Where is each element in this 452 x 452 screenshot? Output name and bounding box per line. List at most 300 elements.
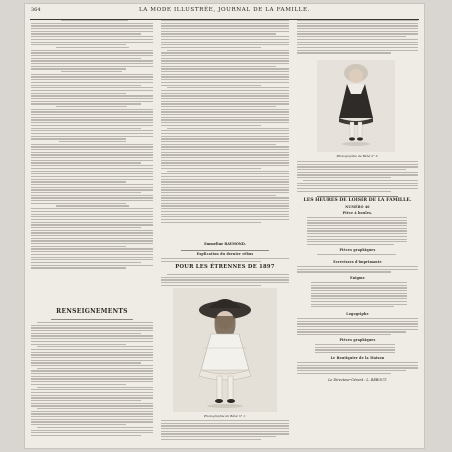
photo-1-caption: Photographie de Bébé n° 1.	[204, 414, 246, 418]
page-header	[25, 7, 424, 18]
text-line	[31, 109, 153, 110]
text-line	[307, 225, 407, 226]
col3-text-top	[297, 20, 418, 55]
text-line	[297, 33, 418, 34]
text-line	[31, 254, 153, 255]
text-line	[31, 392, 153, 393]
text-line	[297, 331, 406, 332]
text-line	[167, 274, 289, 275]
text-line	[297, 191, 391, 192]
text-line	[31, 413, 153, 414]
text-line	[161, 36, 289, 37]
text-line	[161, 277, 289, 278]
text-line	[31, 68, 126, 69]
text-line	[31, 432, 153, 433]
text-line	[161, 82, 289, 83]
text-line	[315, 347, 395, 348]
text-line	[161, 66, 276, 67]
text-line	[161, 33, 276, 34]
text-line	[161, 162, 289, 163]
text-line	[161, 85, 261, 86]
text-line	[31, 162, 141, 163]
text-line	[31, 149, 153, 150]
text-line	[31, 28, 153, 29]
text-line	[297, 166, 418, 167]
text-line	[161, 146, 289, 147]
text-line	[37, 408, 153, 409]
text-line	[31, 179, 153, 180]
text-line	[161, 111, 289, 112]
text-line	[31, 403, 153, 404]
text-line	[31, 395, 153, 396]
text-line	[297, 185, 418, 186]
text-line	[31, 184, 153, 185]
text-line	[161, 117, 289, 118]
text-line	[31, 58, 141, 59]
subhead-3: Enigme	[350, 276, 365, 280]
text-line	[161, 101, 289, 102]
subhead-6: Le Boutiquier de la Maison	[330, 356, 385, 360]
section-renseignements: RENSEIGNEMENTS	[56, 308, 128, 315]
text-line	[31, 357, 153, 358]
text-line	[161, 122, 289, 123]
text-line	[31, 257, 153, 258]
text-line	[31, 203, 126, 204]
text-line	[297, 42, 418, 43]
text-line	[307, 230, 407, 231]
text-line	[297, 44, 418, 45]
text-line	[161, 98, 289, 99]
subhead-4: Logogriphe	[346, 312, 369, 316]
text-line	[161, 187, 289, 188]
text-line	[31, 435, 141, 436]
text-line	[161, 47, 261, 48]
text-line	[31, 114, 153, 115]
text-line	[297, 36, 406, 37]
divider	[51, 319, 133, 320]
text-line	[297, 318, 418, 319]
text-line	[37, 368, 153, 369]
text-line	[37, 427, 153, 428]
text-line	[31, 219, 153, 220]
text-line	[297, 326, 418, 327]
text-line	[31, 344, 126, 345]
text-line	[31, 173, 153, 174]
text-line	[31, 52, 153, 53]
text-line	[161, 192, 289, 193]
text-line	[161, 205, 289, 206]
text-line	[31, 160, 153, 161]
text-line	[161, 106, 276, 107]
text-line	[31, 400, 141, 401]
text-line	[31, 222, 153, 223]
text-line	[307, 228, 407, 229]
text-line	[167, 171, 289, 172]
text-line	[31, 101, 153, 102]
text-line	[311, 298, 407, 299]
text-line	[31, 66, 153, 67]
text-line	[31, 232, 153, 233]
text-line	[31, 171, 153, 172]
text-line	[31, 82, 153, 83]
subhead-0: Pièce à boules.	[342, 211, 373, 215]
text-line	[31, 424, 126, 425]
text-line	[31, 419, 153, 420]
text-line	[161, 189, 289, 190]
text-line	[31, 330, 153, 331]
text-line	[161, 285, 261, 286]
col1-text-upper	[31, 20, 153, 270]
signature: Emmeline RAYMOND.	[204, 242, 246, 246]
text-line	[297, 365, 418, 366]
text-line	[31, 224, 153, 225]
text-line	[167, 87, 289, 88]
text-line	[161, 114, 289, 115]
text-line	[31, 33, 141, 34]
text-line	[161, 168, 261, 169]
text-line	[161, 20, 289, 21]
text-line	[31, 111, 153, 112]
text-line	[161, 208, 289, 209]
text-line	[161, 282, 289, 283]
text-line	[31, 39, 153, 40]
text-line	[31, 168, 153, 169]
footer-director: Le Directeur-Gérant : L. REBOUT.	[328, 378, 387, 382]
text-line	[31, 341, 153, 342]
text-line	[161, 214, 289, 215]
col3-ecrevisses-lines	[297, 266, 418, 274]
text-line	[31, 117, 153, 118]
text-line	[31, 187, 153, 188]
col2-text-upper	[161, 20, 289, 224]
column-1	[31, 20, 153, 444]
text-line	[311, 285, 407, 286]
text-line	[31, 42, 153, 43]
text-line	[167, 50, 289, 51]
text-line	[315, 349, 395, 350]
text-line	[161, 138, 289, 139]
text-line	[307, 241, 407, 242]
text-line	[307, 222, 407, 223]
text-line	[31, 136, 153, 137]
text-line	[31, 378, 153, 379]
text-line	[31, 376, 153, 377]
text-line	[161, 216, 289, 217]
section-etrennes: POUR LES ÉTRENNES DE 1897	[175, 264, 275, 270]
text-line	[297, 370, 406, 371]
text-line	[31, 352, 153, 353]
text-line	[161, 428, 289, 429]
col3-graph-line	[317, 254, 418, 257]
text-line	[161, 179, 289, 180]
text-line	[31, 360, 153, 361]
text-line	[297, 39, 418, 40]
text-line	[161, 79, 289, 80]
text-line	[31, 25, 153, 26]
text-line	[31, 119, 153, 120]
text-line	[161, 157, 289, 158]
text-line	[161, 42, 289, 43]
text-line	[31, 248, 153, 249]
photo-2-caption: Photographie de Bébé n° 2.	[336, 154, 379, 158]
text-line	[31, 55, 153, 56]
text-line	[297, 373, 391, 374]
doll-2-illustration	[317, 60, 395, 152]
text-line	[297, 23, 418, 24]
text-line	[31, 373, 153, 374]
text-line	[167, 128, 289, 129]
text-line	[56, 205, 129, 206]
text-line	[297, 269, 418, 270]
text-line	[161, 279, 289, 280]
text-line	[31, 195, 153, 196]
text-line	[161, 76, 289, 77]
text-line	[161, 52, 289, 53]
text-line	[31, 154, 153, 155]
text-line	[161, 160, 289, 161]
text-line	[31, 243, 153, 244]
text-line	[31, 157, 153, 158]
text-line	[161, 200, 289, 201]
text-line	[161, 74, 289, 75]
text-line	[31, 85, 141, 86]
text-line	[31, 200, 153, 201]
text-line	[161, 103, 289, 104]
col1-text-lower	[31, 322, 153, 438]
col2-etrennes-text	[161, 274, 289, 287]
text-line	[311, 301, 407, 302]
text-line	[31, 354, 153, 355]
text-line	[161, 181, 289, 182]
text-line	[297, 188, 418, 189]
text-line	[37, 322, 153, 323]
text-line	[31, 267, 126, 268]
text-line	[161, 90, 289, 91]
text-line	[161, 58, 289, 59]
text-line	[31, 235, 153, 236]
explication-title: Explication du dernier rébus	[196, 252, 254, 256]
column-3	[297, 20, 418, 444]
text-line	[56, 47, 129, 48]
text-line	[31, 338, 153, 339]
col3-graph-table	[315, 344, 418, 355]
text-line	[161, 154, 289, 155]
text-line	[161, 211, 289, 212]
text-line	[161, 125, 261, 126]
text-line	[161, 152, 289, 153]
text-line	[307, 217, 407, 218]
text-line	[31, 405, 153, 406]
text-line	[297, 161, 418, 162]
text-line	[161, 420, 289, 421]
text-line	[31, 411, 153, 412]
text-line	[161, 184, 289, 185]
text-line	[31, 216, 153, 217]
text-line	[307, 233, 407, 234]
newspaper-page	[25, 4, 424, 448]
text-line	[297, 321, 418, 322]
text-line	[161, 109, 289, 110]
subhead-5: Pièces graphiques	[339, 338, 376, 342]
text-line	[161, 31, 289, 32]
text-line	[31, 122, 153, 123]
text-line	[31, 130, 153, 131]
text-line	[307, 220, 407, 221]
text-line	[161, 25, 289, 26]
text-line	[31, 103, 141, 104]
text-line	[31, 146, 153, 147]
journal-title: LA MODE ILLUSTRÉE, JOURNAL DE LA FAMILLE.	[138, 7, 311, 13]
text-line	[297, 329, 418, 330]
text-line	[161, 71, 289, 72]
text-line	[31, 333, 141, 334]
text-line	[297, 172, 418, 173]
text-line	[31, 23, 153, 24]
text-line	[297, 28, 418, 29]
text-line	[161, 141, 289, 142]
text-line	[161, 439, 261, 440]
text-line	[31, 214, 153, 215]
text-line	[31, 87, 153, 88]
text-line	[31, 227, 141, 228]
text-line	[161, 173, 289, 174]
text-line	[31, 251, 153, 252]
text-line	[31, 90, 153, 91]
text-line	[161, 95, 289, 96]
text-line	[161, 144, 276, 145]
text-line	[37, 346, 153, 347]
text-line	[307, 239, 407, 240]
text-line	[311, 306, 394, 307]
text-line	[31, 176, 153, 177]
text-line	[31, 262, 141, 263]
subhead-2: Ecrevisses d'imprimante	[333, 260, 382, 264]
text-line	[31, 128, 141, 129]
text-line	[31, 397, 153, 398]
text-line	[297, 20, 418, 21]
text-line	[31, 138, 126, 139]
text-line	[297, 169, 406, 170]
text-line	[31, 197, 153, 198]
text-line	[31, 246, 126, 247]
text-line	[161, 195, 276, 196]
text-line	[31, 192, 141, 193]
text-line	[161, 165, 289, 166]
text-line	[161, 130, 289, 131]
text-line	[311, 304, 407, 305]
text-line	[315, 344, 395, 345]
col3-enigme-lines	[311, 282, 418, 309]
text-line	[161, 55, 289, 56]
text-line	[31, 211, 153, 212]
text-line	[297, 367, 418, 368]
text-line	[31, 370, 153, 371]
text-line	[31, 389, 153, 390]
text-line	[297, 31, 418, 32]
text-line	[31, 327, 153, 328]
text-line	[297, 25, 418, 26]
text-line	[297, 323, 418, 324]
text-line	[161, 133, 289, 134]
text-line	[31, 349, 153, 350]
text-line	[31, 416, 153, 417]
divider	[317, 196, 398, 197]
col3-puzzle-lines	[307, 217, 418, 247]
doll-photo-2	[317, 60, 395, 152]
text-line	[31, 74, 153, 75]
text-line	[56, 106, 127, 107]
text-line	[31, 165, 153, 166]
text-line	[297, 177, 391, 178]
section-heures-de-loisir: LES HEURES DE LOISIR DE LA FAMILLE.	[303, 198, 412, 203]
text-line	[297, 271, 391, 272]
col3-text-middle	[297, 161, 418, 193]
text-line	[161, 258, 289, 259]
text-line	[161, 149, 289, 150]
text-line	[31, 125, 153, 126]
text-line	[37, 387, 153, 388]
doll-photo-1	[173, 288, 277, 412]
text-line	[297, 174, 418, 175]
text-line	[161, 219, 289, 220]
text-line	[31, 79, 153, 80]
text-line	[161, 44, 289, 45]
text-line	[303, 180, 418, 181]
subhead-1: Pièces graphiques	[339, 248, 376, 252]
text-line	[31, 238, 153, 239]
text-line	[161, 176, 289, 177]
text-line	[31, 335, 153, 336]
col3-logogriphe-lines	[297, 318, 418, 337]
text-line	[161, 197, 289, 198]
text-line	[31, 381, 153, 382]
divider	[181, 250, 269, 251]
text-line	[31, 60, 153, 61]
text-line	[161, 222, 261, 223]
col3-text-bottom	[297, 362, 418, 375]
text-line	[161, 28, 289, 29]
text-line	[31, 240, 153, 241]
text-line	[31, 50, 153, 51]
text-line	[161, 93, 289, 94]
text-line	[161, 423, 289, 424]
text-line	[31, 95, 153, 96]
text-line	[161, 433, 289, 434]
numero: NUMÉRO 46	[345, 205, 370, 209]
text-line	[31, 365, 153, 366]
text-line	[317, 254, 396, 255]
text-line	[31, 98, 153, 99]
text-line	[31, 230, 153, 231]
text-line	[161, 425, 289, 426]
text-line	[307, 244, 394, 245]
text-line	[297, 50, 418, 51]
text-line	[31, 325, 153, 326]
text-line	[31, 208, 153, 209]
text-line	[161, 60, 289, 61]
text-line	[161, 261, 261, 262]
text-line	[161, 119, 289, 120]
text-line	[61, 71, 122, 72]
text-line	[307, 236, 407, 237]
col2-rebus-text	[161, 258, 289, 263]
text-line	[31, 44, 126, 45]
text-line	[297, 47, 418, 48]
text-line	[31, 76, 153, 77]
text-line	[311, 290, 407, 291]
text-line	[297, 266, 418, 267]
text-line	[161, 136, 289, 137]
